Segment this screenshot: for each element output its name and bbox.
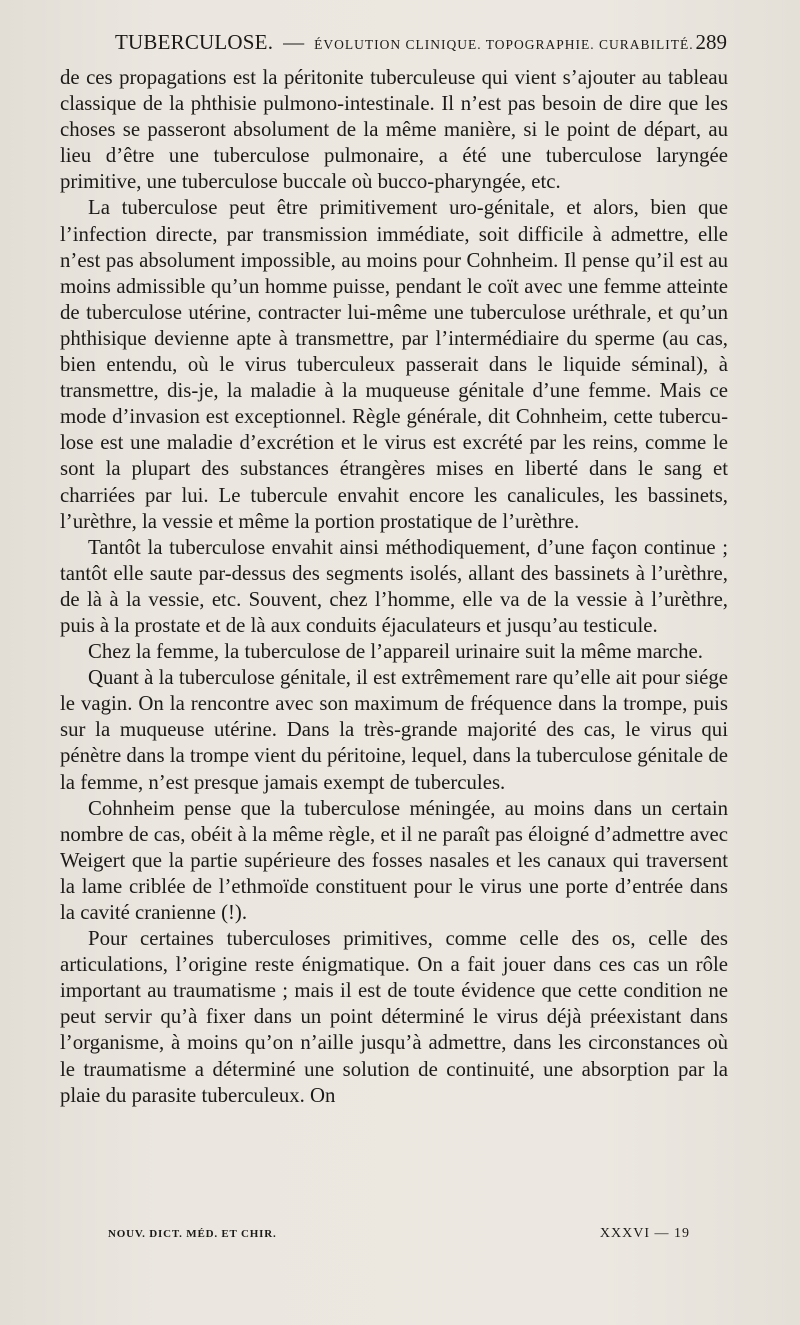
body-text: [60, 65, 728, 1109]
page-number: 289: [695, 30, 727, 54]
paragraph: Tantôt la tuberculose envahit ainsi méthodiquement, d’une façon continue ; tantôt elle saute par-dessus des segments isolés, allant des bassinets à l’urèthre, de là à la vessie, etc. Souvent, chez l’homme, elle va de la vessie à l’urèthre, puis à la prostate et de là aux conduits éjaculateurs et jusqu’au testicule.: [60, 535, 728, 637]
footer-signature: XXXVI — 19: [599, 1226, 690, 1241]
running-title: TUBERCULOSE.: [115, 30, 274, 54]
running-header: [115, 30, 727, 55]
header-subtitle: ÉVOLUTION CLINIQUE. TOPOGRAPHIE. CURABILITÉ.: [314, 37, 694, 52]
paragraph: Cohnheim pense que la tuberculose méningée, au moins dans un certain nombre de cas, obéit à la même règle, et il ne paraît pas éloigné d’admettre avec Weigert que la partie supérieure des fosses nasales et les canaux qui traversent la lame criblée de l’ethmoïde constituent pour le virus une porte d’entrée dans la cavité cranienne (!).: [60, 796, 728, 924]
header-dash: —: [283, 30, 305, 54]
paragraph: La tuberculose peut être primitivement uro-génitale, et alors, bien que l’infection directe, par transmission immédiate, soit difficile à admettre, elle n’est pas absolument impossible, au moins pour Cohnheim. Il pense qu’il est au moins admissible qu’un homme puisse, pendant le coït avec une femme atteinte de tuberculose utérine, contracter lui-même une tuberculose uréthrale, et qu’un phthisique devienne apte à transmettre, par l’intermédiaire du sperme (au cas, bien entendu, où le virus tuberculeux passerait dans le liquide séminal), à transmettre, dis-je, la maladie à la muqueuse génitale d’une femme. Mais ce mode d’invasion est exceptionnel. Règle générale, dit Cohnheim, cette tuberculose est une maladie d’excrétion et le virus est excrété par les reins, comme le sont la plupart des substances étrangères mises en liberté dans le sang et charriées par lui. Le tubercule envahit encore les canalicules, les bassinets, l’urèthre, la vessie et même la portion prostatique de l’urèthre.: [60, 196, 728, 533]
paragraph-continuation: de ces propagations est la péritonite tuberculeuse qui vient s’ajouter au tableau classique de la phthisie pulmono-intestinale. Il n’est pas besoin de dire que les choses se passeront absolument de la même manière, si le point de départ, au lieu d’être une tuberculose pulmonaire, a été une tuberculose laryngée primitive, une tuberculose buccale où bucco-pharyngée, etc.: [60, 66, 728, 194]
paragraph: Pour certaines tuberculoses primitives, comme celle des os, celle des articulations, l’origine reste énigmatique. On a fait jouer dans ces cas un rôle important au traumatisme ; mais il est de toute évidence que cette condition ne peut servir qu’à fixer dans un point déterminé le virus déjà préexistant dans l’organisme, à moins qu’on n’aille jusqu’à admettre, dans les circonstances où le traumatisme a déterminé une solution de continuité, une absorption par la plaie du parasite tuberculeux. On: [60, 927, 728, 1107]
paragraph: Quant à la tuberculose génitale, il est extrêmement rare qu’elle ait pour siége le vagin. On la rencontre avec son maximum de fréquence dans la trompe, puis sur la muqueuse utérine. Dans la très-grande majorité des cas, le virus qui pénètre dans la trompe vient du péritoine, lequel, dans la tuberculose génitale de la femme, n’est presque jamais exempt de tubercules.: [60, 666, 728, 794]
footer-publication: NOUV. DICT. MÉD. ET CHIR.: [108, 1228, 277, 1240]
page-footer: [108, 1226, 690, 1242]
paragraph: Chez la femme, la tuberculose de l’appareil urinaire suit la même marche.: [88, 640, 703, 664]
